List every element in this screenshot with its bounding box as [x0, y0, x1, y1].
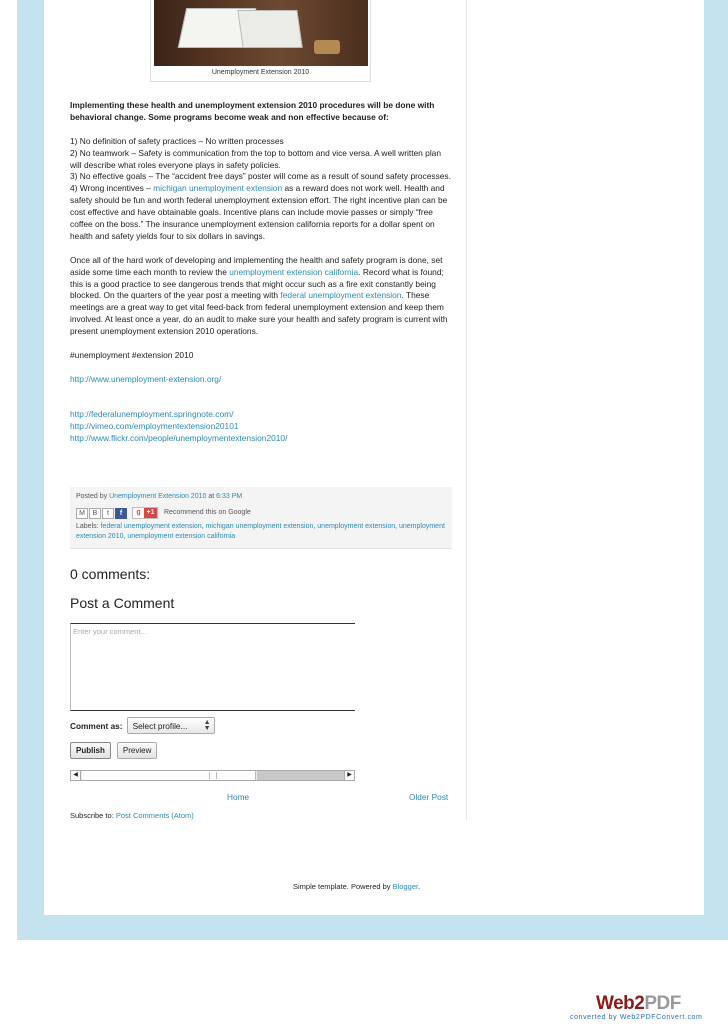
- list-item: 4) Wrong incentives – michigan unemployment extension as a reward does not work well. Health and safety should be fun and worth federal unemployment extension effort. The right incentive plan can be cost effective and have obtainable goals. Incentive plans can include movie passes or simply “free coffee on the boss.” The insurance unemployment extension california reports for a dollar spent on health and safety yields four to six dollars in savings.: [70, 183, 448, 241]
- label-link[interactable]: unemployment extension: [317, 523, 396, 530]
- figure-caption: Unemployment Extension 2010: [211, 69, 310, 76]
- url-link[interactable]: http://federalunemployment.springnote.com/: [70, 409, 234, 420]
- url-link[interactable]: http://vimeo.com/employmentextension20101: [70, 421, 239, 432]
- google-plus-button[interactable]: [132, 507, 158, 519]
- web2pdf-watermark: [570, 993, 722, 1025]
- comment-input[interactable]: Enter your comment...: [70, 623, 355, 711]
- post-figure: [150, 0, 371, 82]
- preview-button[interactable]: Preview: [117, 742, 157, 759]
- list-item: 1) No definition of safety practices – No written processes: [70, 135, 284, 146]
- comment-actions: [70, 742, 163, 759]
- author-link[interactable]: Unemployment Extension 2010: [109, 493, 207, 500]
- california-link[interactable]: unemployment extension california: [229, 266, 359, 277]
- comments-count: 0 comments:: [70, 566, 151, 582]
- scroll-track[interactable]: [257, 771, 345, 780]
- share-bar: [76, 506, 446, 520]
- home-link[interactable]: Home: [227, 792, 250, 802]
- post-body: [70, 100, 452, 445]
- blogger-link[interactable]: Blogger: [392, 882, 419, 891]
- horizontal-scrollbar[interactable]: [70, 770, 355, 781]
- comment-as-label: Comment as:: [70, 720, 123, 731]
- scroll-thumb[interactable]: [82, 771, 256, 780]
- select-arrows-icon: ▲ ▼: [203, 719, 211, 732]
- label-link[interactable]: unemployment extension california: [127, 533, 236, 540]
- google-icon: g: [136, 509, 141, 516]
- hashtags: #unemployment #extension 2010: [70, 349, 194, 360]
- scroll-left-icon[interactable]: ◀: [71, 771, 81, 780]
- post-photo: [154, 0, 368, 66]
- blog-icon[interactable]: B: [89, 508, 101, 519]
- timestamp-link[interactable]: 6:33 PM: [216, 493, 243, 500]
- list-item: 3) No effective goals – The “accident free days” poster will come as a result of sound safety processes.: [70, 171, 451, 182]
- post-footer: [70, 487, 452, 549]
- recommend-text: Recommend this on Google: [164, 509, 251, 516]
- web2pdf-logo: Web2PDF: [596, 993, 681, 1014]
- facebook-icon[interactable]: f: [115, 508, 127, 519]
- scroll-right-icon[interactable]: ▶: [344, 771, 354, 780]
- older-post-link[interactable]: Older Post: [409, 792, 449, 802]
- label-link[interactable]: federal unemployment extension: [100, 523, 202, 530]
- web2pdf-tagline: converted by Web2PDFConvert.com: [570, 1014, 703, 1021]
- list-item: 2) No teamwork – Safety is communication from the top to bottom and vice versa. A well written plan will describe what roles everyone plays in safety policies.: [70, 147, 441, 170]
- powered-by: Simple template. Powered by Blogger.: [293, 882, 421, 891]
- post-lead: Implementing these health and unemployment extension 2010 procedures will be done with behavioral change. Some programs become weak and non effective because of:: [70, 100, 435, 122]
- atom-feed-link[interactable]: Post Comments (Atom): [115, 811, 194, 820]
- twitter-icon[interactable]: t: [102, 508, 114, 519]
- url-link[interactable]: http://www.flickr.com/people/unemploymentextension2010/: [70, 433, 288, 444]
- label-link[interactable]: unemployment extension 2010: [76, 523, 445, 540]
- post-paragraph: Once all of the hard work of developing and implementing the health and safety program is done, set aside some time each month to review the unemployment extension california. Record what is found; this is a good practice to see dangerous trends that might occur such as a fire exit constantly being blocked. On the quarters of the year post a meeting with federal unemployment extension. These meetings are a great way to get vital feed-back from federal unemployment extension and keep them involved. At least once a year, do an audit to make sure your health and safety program is current with present unemployment extension 2010 operations.: [70, 254, 448, 337]
- column-divider: [466, 0, 467, 820]
- federal-link[interactable]: federal unemployment extension: [280, 290, 402, 301]
- profile-select[interactable]: Select profile... ▲ ▼: [127, 717, 215, 734]
- plus-one-label: +1: [144, 508, 157, 518]
- publish-button[interactable]: Publish: [70, 742, 111, 759]
- michigan-link[interactable]: michigan unemployment extension: [153, 183, 283, 194]
- subscribe-line: Subscribe to: Post Comments (Atom): [70, 811, 194, 820]
- label-link[interactable]: michigan unemployment extension: [205, 523, 314, 530]
- comment-as-row: [70, 717, 215, 734]
- post-labels: Labels: federal unemployment extension, michigan unemployment extension, unemployment extension, unemployment extension 2010, unemployment extension california: [76, 523, 445, 540]
- post-meta: Posted by Unemployment Extension 2010 at 6:33 PM: [76, 493, 243, 500]
- post-comment-heading: Post a Comment: [70, 595, 175, 611]
- email-icon[interactable]: M: [76, 508, 88, 519]
- url-link[interactable]: http://www.unemployment-extension.org/: [70, 373, 222, 384]
